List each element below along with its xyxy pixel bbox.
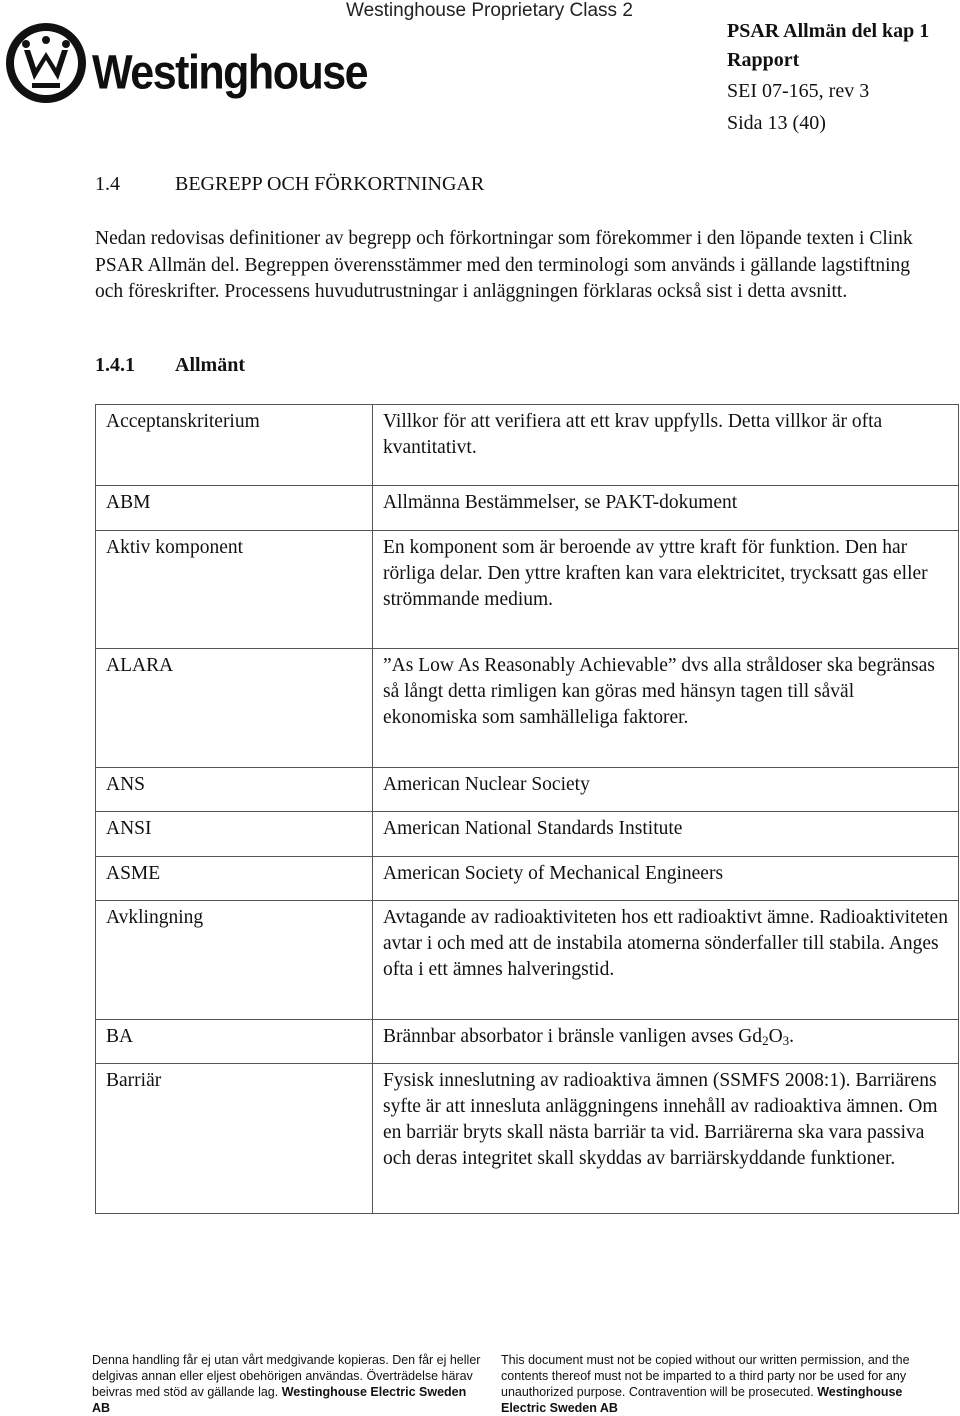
definition-text: O [768, 1025, 783, 1047]
logo-wordmark: Westinghouse [92, 46, 368, 100]
definition-cell: Villkor för att verifiera att ett krav uppfylls. Detta villkor är ofta kvantitativt. [373, 405, 959, 486]
table-row [96, 768, 959, 812]
table-row [96, 901, 959, 1020]
term-cell: ANSI [96, 812, 373, 856]
footer-company: Westinghouse Electric Sweden AB [92, 1385, 467, 1415]
page-number: Sida 13 (40) [727, 112, 826, 134]
definition-text: Brännbar absorbator i bränsle vanligen avses Gd [383, 1025, 763, 1047]
definition-cell: Allmänna Bestämmelser, se PAKT-dokument [373, 486, 959, 530]
table-row [96, 1064, 959, 1214]
table-row [96, 812, 959, 856]
definition-cell: Avtagande av radioaktiviteten hos ett radioaktivt ämne. Radioaktiviteten avtar i och med att de instabila atomerna sönderfaller till stabila. Anges ofta i ett ämnes halveringstid. [373, 901, 959, 1020]
subscript: 2 [762, 1032, 769, 1048]
westinghouse-logo [4, 20, 368, 106]
definition-cell: ”As Low As Reasonably Achievable” dvs alla stråldoser ska begränsas så långt detta rimligen kan göras med hänsyn tagen till såväl ekonomiska som samhälleliga faktorer. [373, 649, 959, 768]
footer-text: Denna handling får ej utan vårt medgivande kopieras. Den får ej heller delgivas annan eller eljest obehörigen användas. Överträdelse härav beivras med stöd av gällande lag. [92, 1353, 481, 1399]
subsection-number: 1.4.1 [95, 354, 135, 376]
term-cell: Aktiv komponent [96, 530, 373, 649]
definition-cell: American National Standards Institute [373, 812, 959, 856]
term-cell: ANS [96, 768, 373, 812]
table-row [96, 530, 959, 649]
subsection-title: Allmänt [175, 354, 245, 376]
definition-cell: En komponent som är beroende av yttre kraft för funktion. Den har rörliga delar. Den yttre kraften kan vara elektricitet, trycksatt gas eller strömmande medium. [373, 530, 959, 649]
definitions-table [95, 404, 959, 1214]
doc-reference: SEI 07-165, rev 3 [727, 80, 870, 102]
definition-cell: American Nuclear Society [373, 768, 959, 812]
section-title: BEGREPP OCH FÖRKORTNINGAR [175, 173, 485, 195]
table-row [96, 405, 959, 486]
intro-paragraph: Nedan redovisas definitioner av begrepp och förkortningar som förekommer i den löpande texten i Clink PSAR Allmän del. Begreppen överensstämmer med den terminologi som används i gällande lagstiftning och föreskrifter. Processens huvudutrustningar i anläggningen förklaras också sist i detta avsnitt. [95, 228, 913, 302]
term-cell: Avklingning [96, 901, 373, 1020]
classification-label: Westinghouse Proprietary Class 2 [346, 0, 633, 21]
section-heading [95, 173, 484, 196]
doc-title: PSAR Allmän del kap 1 [727, 20, 930, 42]
definition-cell: Fysisk inneslutning av radioaktiva ämnen (SSMFS 2008:1). Barriärens syfte är att innesluta anläggningens innehåll av radioaktiva ämnen. Om en barriär bryts skall nästa barriär ta vid. Barriärerna ska vara passiva och deras integritet skall skyddas av barriärskyddande funktioner. [373, 1064, 959, 1214]
subscript: 3 [782, 1032, 790, 1048]
westinghouse-circle-w-icon [4, 20, 90, 106]
term-cell: ASME [96, 856, 373, 900]
doc-type: Rapport [727, 49, 800, 71]
footer-company: Westinghouse Electric Sweden AB [501, 1385, 903, 1415]
table-row [96, 486, 959, 530]
footer-english-notice [501, 1352, 946, 1416]
definition-text: . [789, 1025, 795, 1047]
term-cell: Barriär [96, 1064, 373, 1214]
footer-swedish-notice [92, 1352, 487, 1416]
definition-cell: American Society of Mechanical Engineers [373, 856, 959, 900]
term-cell: BA [96, 1019, 373, 1063]
term-cell: Acceptanskriterium [96, 405, 373, 486]
table-row [96, 649, 959, 768]
table-row [96, 856, 959, 900]
subsection-heading [95, 354, 245, 377]
term-cell: ALARA [96, 649, 373, 768]
footer-text: This document must not be copied without our written permission, and the contents thereof must not be imparted to a third party nor be used for any unauthorized purpose. Contravention will be prosecuted. [501, 1353, 910, 1399]
term-cell: ABM [96, 486, 373, 530]
definition-cell [373, 1019, 959, 1063]
section-number: 1.4 [95, 173, 120, 195]
table-row [96, 1019, 959, 1063]
